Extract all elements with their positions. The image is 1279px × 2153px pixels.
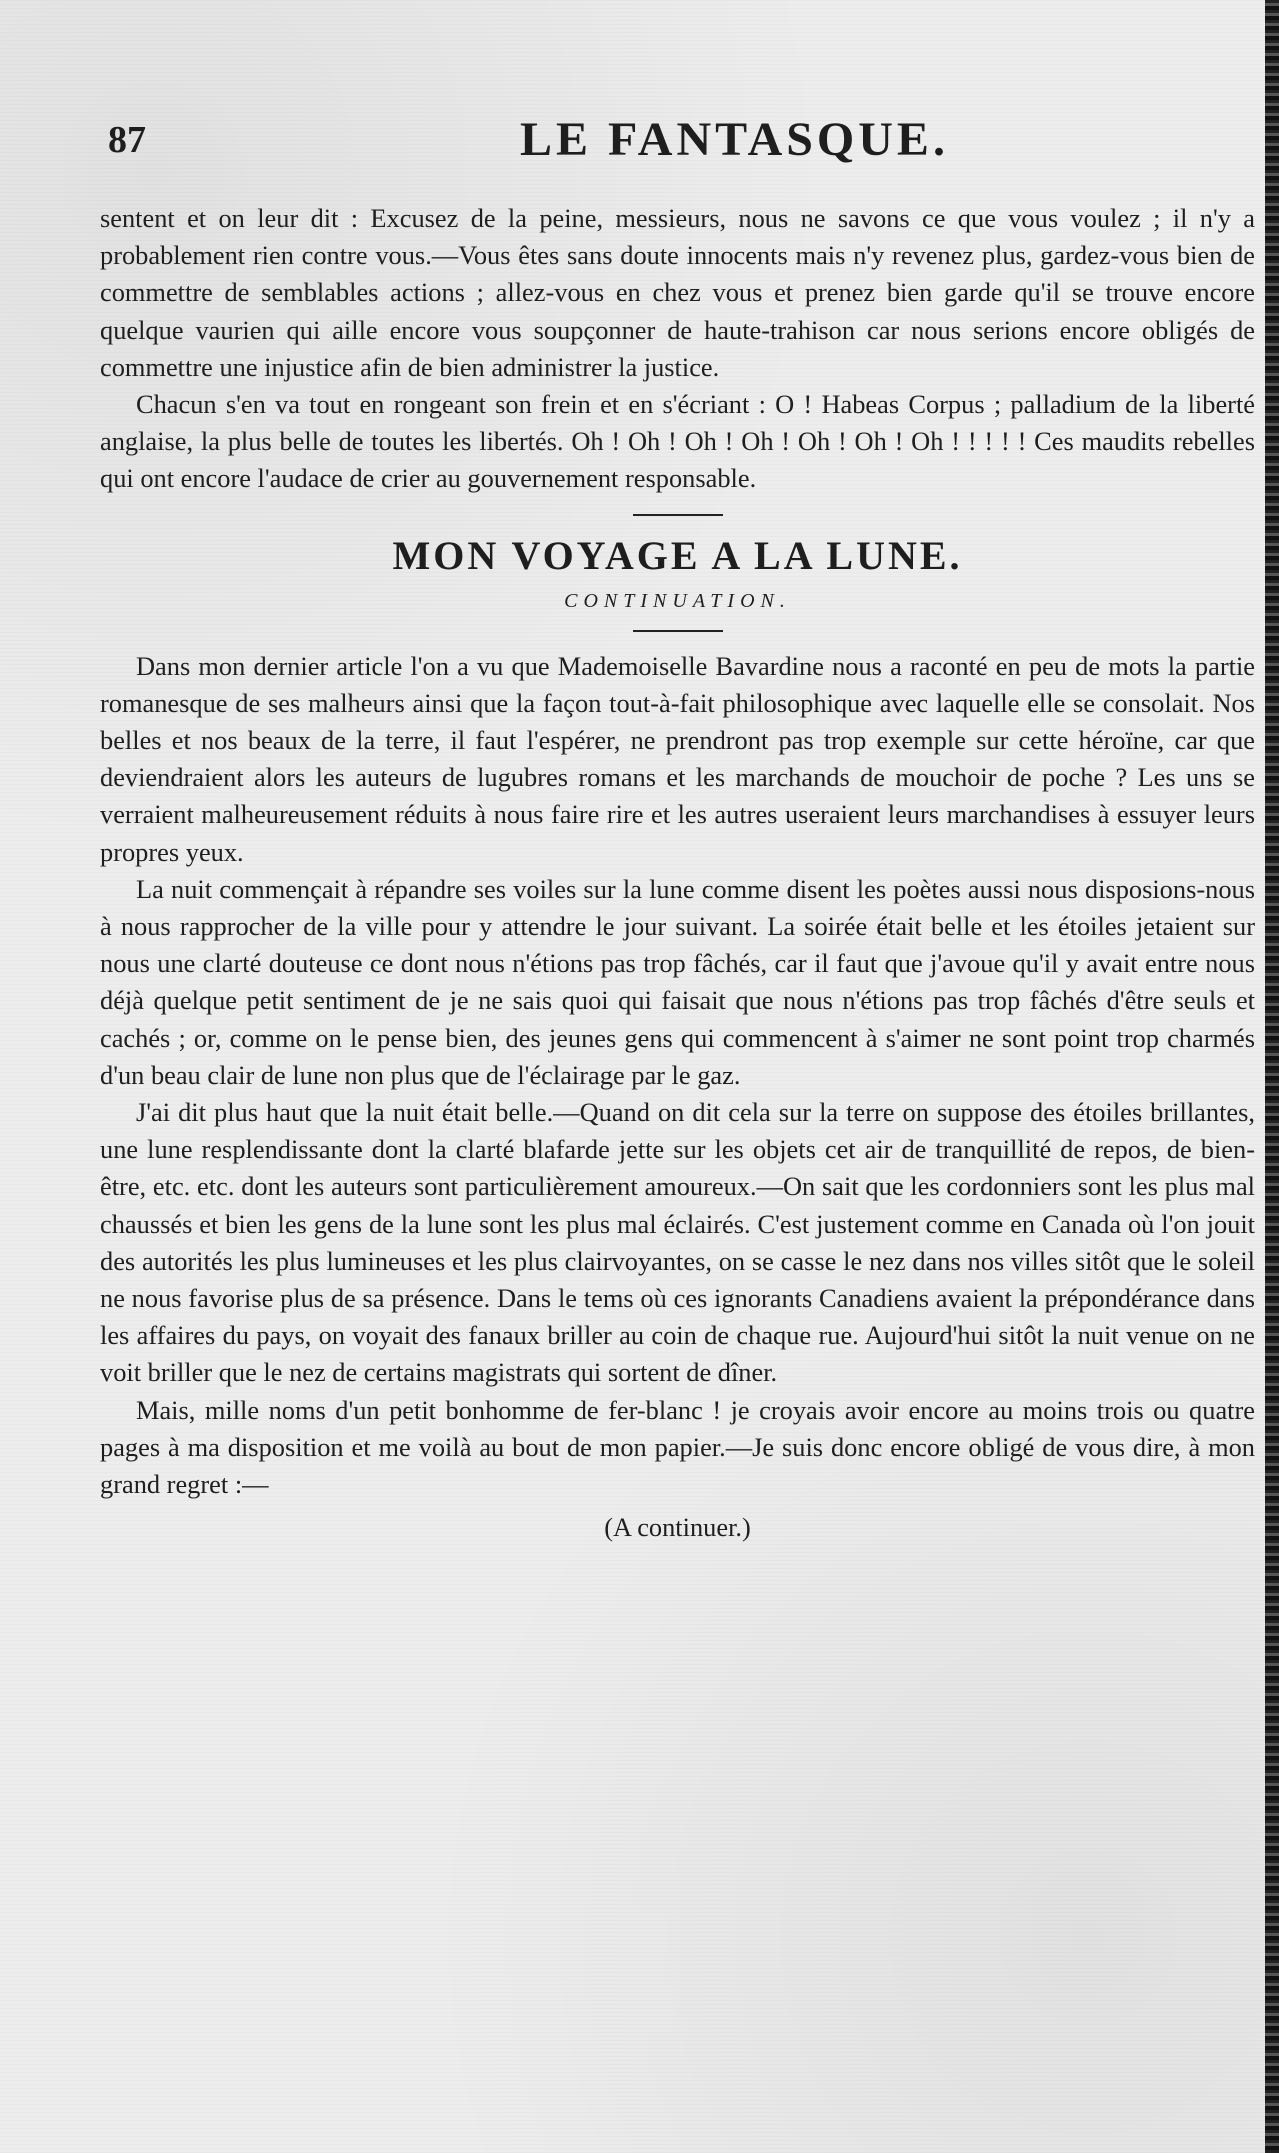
opening-paragraph-1: sentent et on leur dit : Excusez de la peine, messieurs, nous ne savons ce que vous voulez ; il n'y a probablement rien contre vous.—Vous êtes sans doute innocents mais n'y revenez plus, gardez-vous bien de commettre de semblables actions ; allez-vous en chez vous et prenez bien garde qu'il se trouve encore quelque vaurien qui aille encore vous soupçonner de haute-trahison car nous serions encore obligés de commettre une injustice afin de bien administrer la justice. — [100, 203, 1255, 382]
article-title: MON VOYAGE A LA LUNE. — [392, 532, 963, 578]
continue-note: (A continuer.) — [604, 1512, 751, 1543]
section-divider-bottom — [633, 630, 723, 632]
page-number: 87 — [108, 119, 146, 161]
opening-paragraph-2: Chacun s'en va tout en rongeant son frein et en s'écriant : O ! Habeas Corpus ; palladium de la liberté anglaise, la plus belle de toutes les libertés. Oh ! Oh ! Oh ! Oh ! Oh ! Oh ! Oh ! ! ! ! ! Ces maudits rebelles qui ont encore l'audace de crier au gouvernement responsable. — [100, 389, 1255, 494]
page-content — [100, 200, 1255, 1547]
page-header — [108, 112, 1258, 172]
article-subtitle: CONTINUATION. — [564, 589, 791, 612]
article-paragraph-3: J'ai dit plus haut que la nuit était belle.—Quand on dit cela sur la terre on suppose des étoiles brillantes, une lune resplendissante dont la clarté blafarde jette sur les objets cet air de tranquillité de repos, de bien-être, etc. etc. dont les auteurs sont particulièrement amoureux.—On sait que les cordonniers sont les plus mal chaussés et bien les gens de la lune sont les plus mal éclairés. C'est justement comme en Canada où l'on jouit des autorités les plus lumineuses et les plus clairvoyantes, on se casse le nez dans nos villes sitôt que le soleil ne nous favorise plus de sa présence. Dans le tems où ces ignorants Canadiens avaient la prépondérance dans les affaires du pays, on voyait des fanaux briller au coin de chaque rue. Aujourd'hui sitôt la nuit venue on ne voit briller que le nez de certains magistrats qui sortent de dîner. — [100, 1097, 1255, 1388]
article-paragraph-1: Dans mon dernier article l'on a vu que Mademoiselle Bavardine nous a raconté en peu de mots la partie romanesque de ses malheurs ainsi que la façon tout-à-fait philosophique avec laquelle elle se consolait. Nos belles et nos beaux de la terre, il faut l'espérer, ne prendront pas trop exemple sur cette héroïne, car que deviendraient alors les auteurs de lugubres romans et les marchands de mouchoir de poche ? Les uns se verraient malheureusement réduits à nous faire rire et les autres useraient leurs marchandises à essuyer leurs propres yeux. — [100, 650, 1255, 867]
article-paragraph-2: La nuit commençait à répandre ses voiles sur la lune comme disent les poètes aussi nous disposions-nous à nous rapprocher de la ville pour y attendre le jour suivant. La soirée était belle et les étoiles jetaient sur nous une clarté douteuse ce dont nous n'étions pas trop fâchés, car il faut que j'avoue qu'il y avait entre nous déjà quelque petit sentiment de je ne sais quoi qui faisait que nous n'étions pas trop fâchés d'être seuls et cachés ; or, comme on le pense bien, des jeunes gens qui commencent à s'aimer ne sont point trop charmés d'un beau clair de lune non plus que de l'éclairage par le gaz. — [100, 873, 1255, 1090]
article-paragraph-4: Mais, mille noms d'un petit bonhomme de fer-blanc ! je croyais avoir encore au moins trois ou quatre pages à ma disposition et me voilà au bout de mon papier.—Je suis donc encore obligé de vous dire, à mon grand regret :— — [100, 1394, 1255, 1500]
section-divider-top — [633, 514, 723, 516]
page-edge — [1265, 0, 1279, 2153]
masthead-title: LE FANTASQUE. — [520, 113, 949, 166]
